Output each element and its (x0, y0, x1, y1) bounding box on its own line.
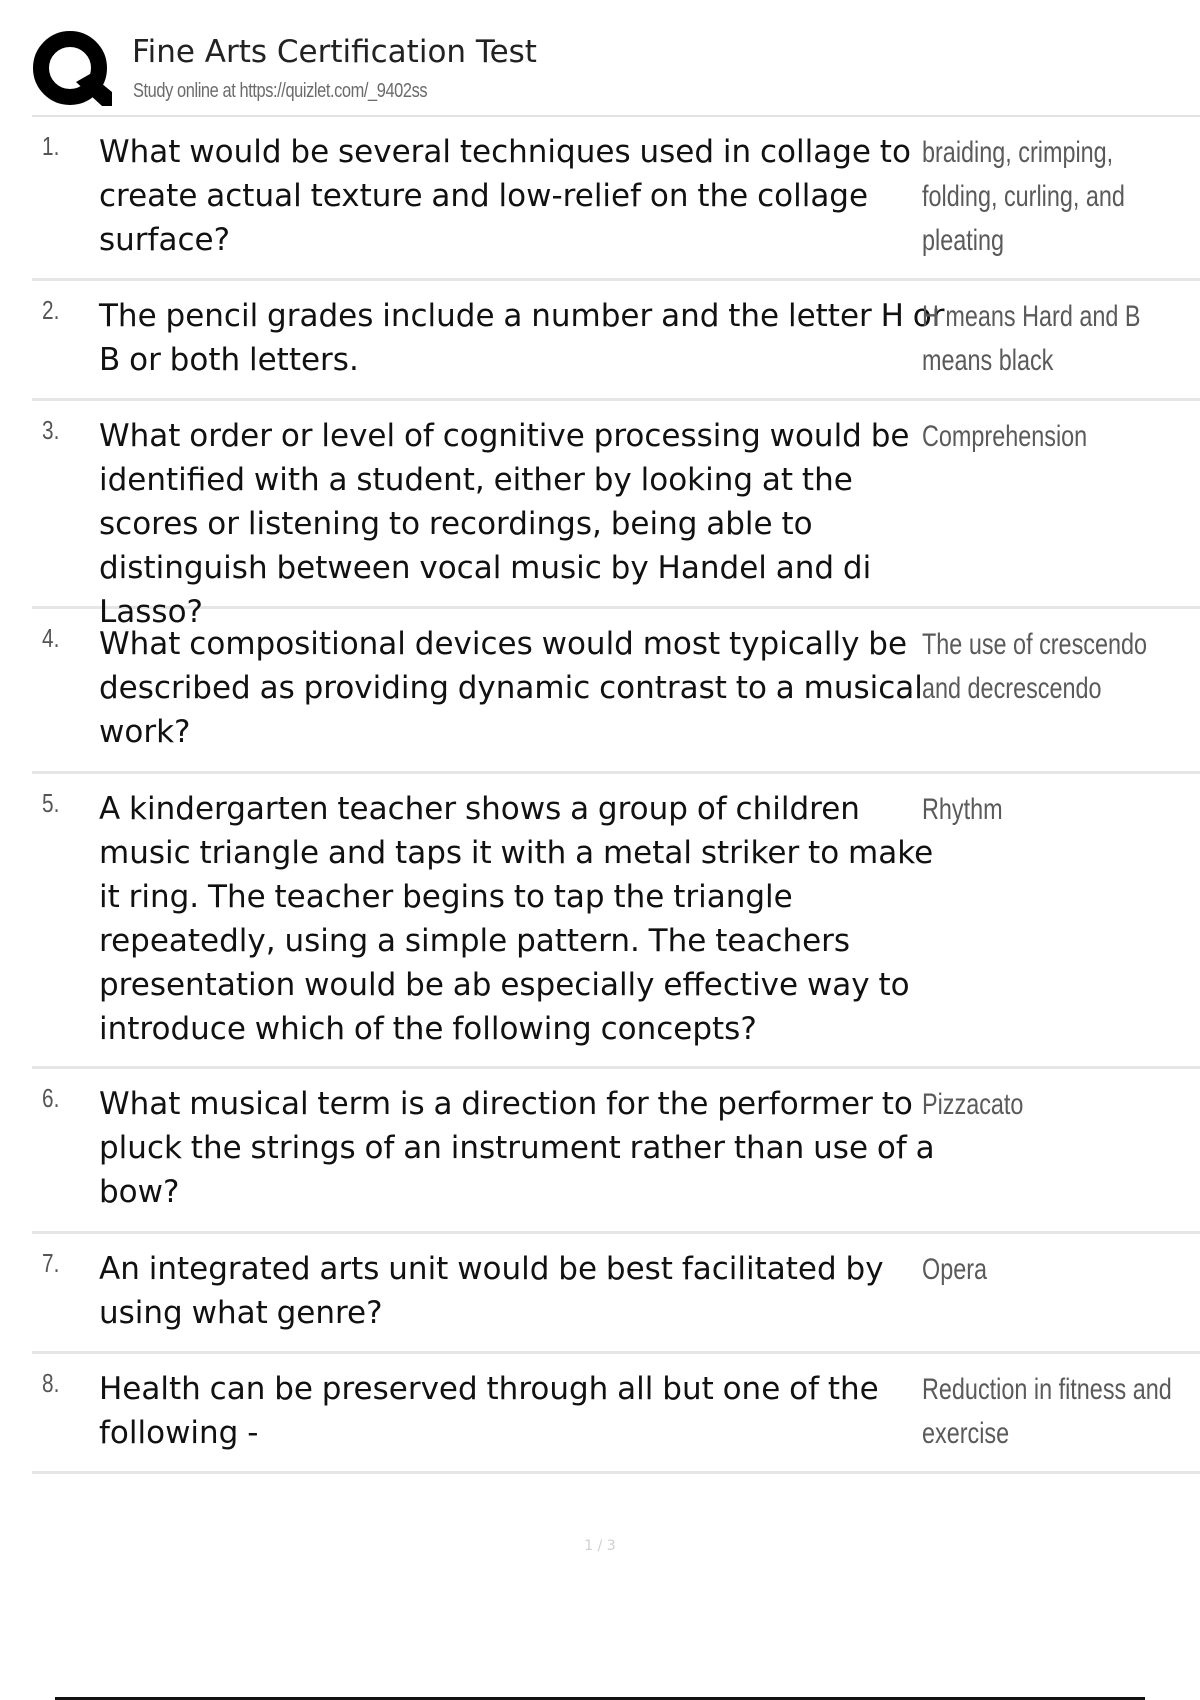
item-number: 6. (42, 1083, 60, 1113)
qa-item-5 (32, 774, 1200, 1069)
item-number: 3. (42, 415, 60, 445)
question-text: What order or level of cognitive processing would be identified with a student, either by looking at the scores or listening to recordings, being able to distinguish between vocal music by Handel and di Lasso? (99, 418, 910, 630)
answer-text: The use of crescendo and decrescendo (922, 628, 1148, 705)
item-number: 5. (42, 788, 60, 818)
item-number: 2. (42, 295, 60, 325)
question-answer-list (32, 117, 1200, 1474)
document-header (32, 30, 1200, 110)
qa-item-4 (32, 609, 1200, 774)
answer-text: Comprehension (922, 420, 1088, 453)
study-online-link[interactable]: Study online at https://quizlet.com/_9402ss (133, 80, 428, 102)
answer-text: Pizzacato (922, 1088, 1024, 1121)
document-title: Fine Arts Certification Test (132, 34, 537, 70)
item-number: 7. (42, 1248, 60, 1278)
question-text: An integrated arts unit would be best facilitated by using what genre? (99, 1251, 884, 1331)
qa-item-2 (32, 281, 1200, 401)
answer-text: Reduction in fitness and exercise (922, 1373, 1172, 1450)
question-text: A kindergarten teacher shows a group of children music triangle and taps it with a metal striker to make it ring. The teacher begins to tap the triangle repeatedly, using a simple pattern. The teachers presentation would be ab especially effective way to introduce which of the following concepts? (99, 791, 934, 1047)
answer-text: Opera (922, 1253, 988, 1286)
item-number: 1. (42, 131, 60, 161)
quizlet-logo-icon (32, 30, 112, 110)
answer-text: braiding, crimping, folding, curling, and pleating (922, 136, 1125, 257)
qa-item-3 (32, 401, 1200, 630)
qa-item-7 (32, 1234, 1200, 1354)
qa-item-8 (32, 1354, 1200, 1474)
qa-item-6 (32, 1069, 1200, 1234)
page-number: 1 / 3 (584, 1538, 616, 1554)
question-text: The pencil grades include a number and the letter H or B or both letters. (99, 298, 945, 378)
question-text: What would be several techniques used in collage to create actual texture and low-relief on the collage surface? (99, 134, 911, 258)
question-text: What musical term is a direction for the performer to pluck the strings of an instrument rather than use of a bow? (99, 1086, 935, 1210)
answer-text: Rhythm (922, 793, 1003, 826)
answer-text: H means Hard and B means black (922, 300, 1141, 377)
qa-item-1 (32, 117, 1200, 281)
item-number: 8. (42, 1368, 60, 1398)
question-text: Health can be preserved through all but one of the following - (99, 1371, 879, 1451)
question-text: What compositional devices would most typically be described as providing dynamic contrast to a musical work? (99, 626, 923, 750)
item-number: 4. (42, 623, 60, 653)
